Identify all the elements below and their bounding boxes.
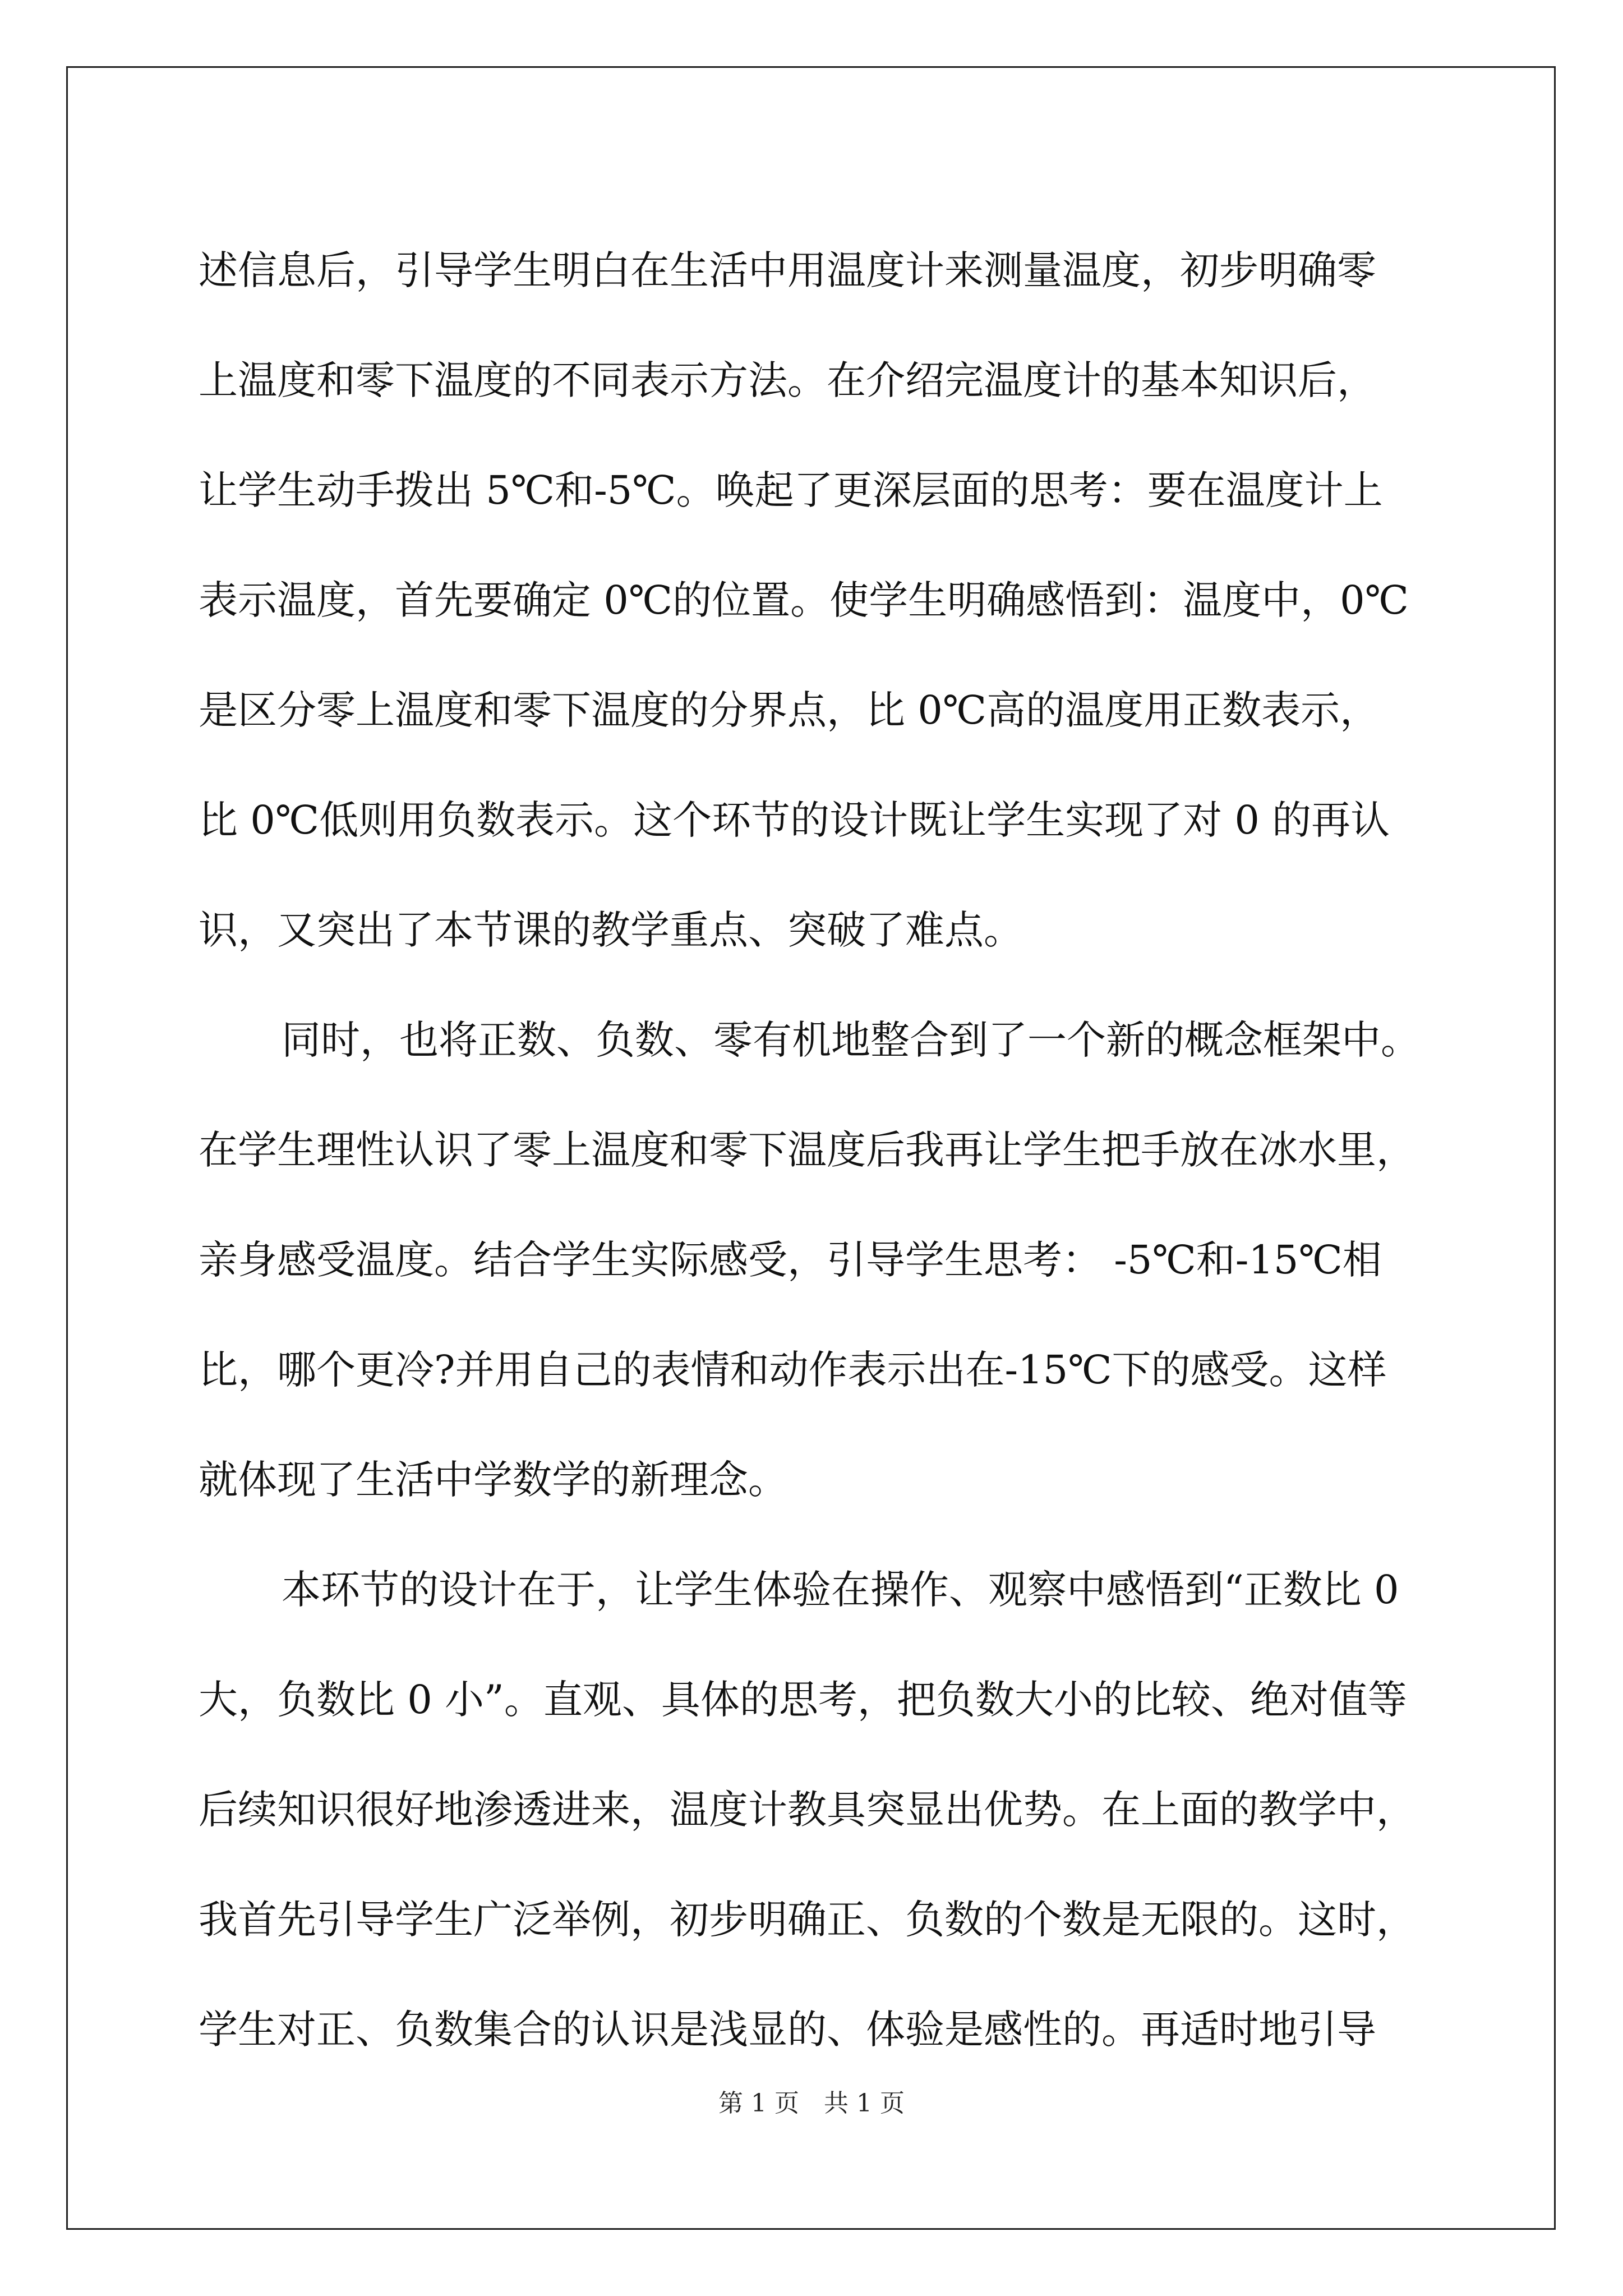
text-line: 表示温度，首先要确定 0℃的位置。使学生明确感悟到：温度中，0℃: [199, 577, 1409, 623]
document-body: [199, 215, 1466, 2085]
text-line: 在学生理性认识了零上温度和零下温度后我再让学生把手放在冰水里，: [199, 1127, 1415, 1173]
text-line: 亲身感受温度。结合学生实际感受，引导学生思考： -5℃和-15℃相: [199, 1237, 1382, 1283]
text-line: 让学生动手拨出 5℃和-5℃。唤起了更深层面的思考：要在温度计上: [199, 467, 1383, 513]
text-line: 后续知识很好地渗透进来，温度计教具突显出优势。在上面的教学中，: [199, 1787, 1415, 1833]
paragraph-first-line: 同时，也将正数、负数、零有机地整合到了一个新的概念框架中。: [282, 1017, 1420, 1063]
page-number-footer: 第 1 页 共 1 页: [718, 2089, 905, 2118]
text-line: 学生对正、负数集合的认识是浅显的、体验是感性的。再适时地引导: [199, 2007, 1376, 2053]
text-line: 述信息后，引导学生明白在生活中用温度计来测量温度，初步明确零: [199, 247, 1376, 293]
text-line: 大，负数比 0 小”。直观、具体的思考，把负数大小的比较、绝对值等: [199, 1677, 1407, 1723]
paragraph-first-line: 本环节的设计在于，让学生体验在操作、观察中感悟到“正数比 0: [282, 1567, 1399, 1613]
text-line: 是区分零上温度和零下温度的分界点，比 0℃高的温度用正数表示，: [199, 687, 1380, 733]
text-line: 识，又突出了本节课的教学重点、突破了难点。: [199, 907, 1023, 953]
text-line: 比 0℃低则用负数表示。这个环节的设计既让学生实现了对 0 的再认: [199, 797, 1390, 843]
text-line: 比，哪个更冷?并用自己的表情和动作表示出在-15℃下的感受。这样: [199, 1347, 1387, 1393]
text-line: 就体现了生活中学数学的新理念。: [199, 1457, 787, 1503]
text-line: 上温度和零下温度的不同表示方法。在介绍完温度计的基本知识后，: [199, 357, 1376, 403]
text-line: 我首先引导学生广泛举例，初步明确正、负数的个数是无限的。这时，: [199, 1897, 1415, 1943]
